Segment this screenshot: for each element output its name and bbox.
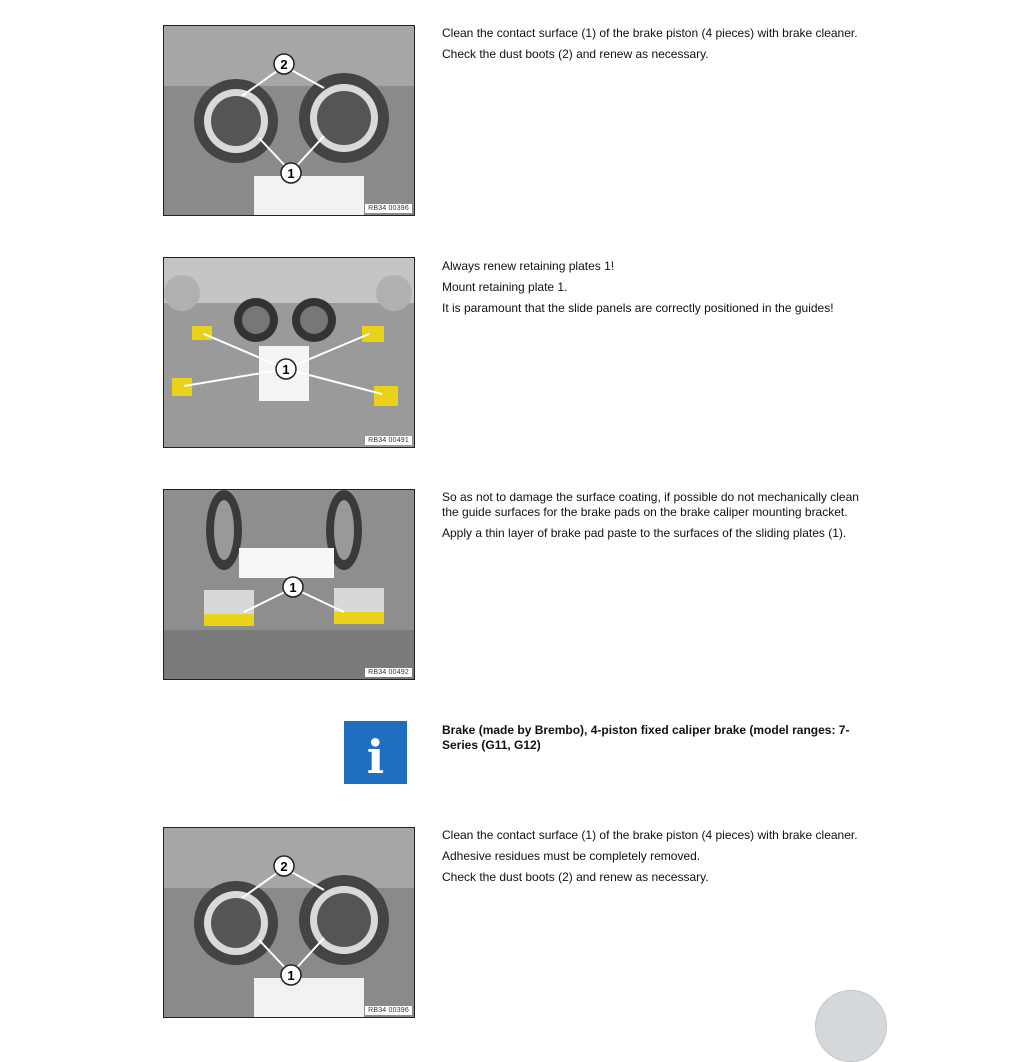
step-1-line-1: Clean the contact surface (1) of the brake piston (4 pieces) with brake cleaner. <box>442 26 858 40</box>
info-icon <box>344 721 407 784</box>
step-2-photo <box>163 257 415 448</box>
step-2-text <box>442 259 862 322</box>
step-1-photo <box>163 25 415 216</box>
step-4-line-1: Clean the contact surface (1) of the brake piston (4 pieces) with brake cleaner. <box>442 828 858 842</box>
piston-photo-illustration <box>164 828 414 1017</box>
image-code: RB34 00491 <box>365 436 412 445</box>
image-code: RB34 00396 <box>365 1006 412 1015</box>
callout-1: 1 <box>287 166 295 181</box>
step-3-photo <box>163 489 415 680</box>
callout-1: 1 <box>282 362 290 377</box>
step-3-line-1: So as not to damage the surface coating, if possible do not mechanically clean the guide surfaces for the brake pads on the brake caliper mounting bracket. <box>442 490 859 519</box>
retaining-plate-photo-illustration <box>164 258 414 447</box>
step-4-text <box>442 828 862 891</box>
info-note-title: Brake (made by Brembo), 4-piston fixed caliper brake (model ranges: 7-Series (G11, G12) <box>442 723 850 752</box>
piston-photo-illustration <box>164 26 414 215</box>
step-4-line-3: Check the dust boots (2) and renew as necessary. <box>442 870 709 884</box>
step-1-line-2: Check the dust boots (2) and renew as necessary. <box>442 47 709 61</box>
step-2-line-2: Mount retaining plate 1. <box>442 280 568 294</box>
step-3-line-2: Apply a thin layer of brake pad paste to the surfaces of the sliding plates (1). <box>442 526 847 540</box>
step-2-line-3: It is paramount that the slide panels are correctly positioned in the guides! <box>442 301 834 315</box>
callout-1: 1 <box>287 968 295 983</box>
step-4-line-2: Adhesive residues must be completely removed. <box>442 849 701 863</box>
step-3-text <box>442 490 862 547</box>
step-4-photo <box>163 827 415 1018</box>
callout-2: 2 <box>280 57 288 72</box>
sliding-plate-photo-illustration <box>164 490 414 679</box>
callout-2: 2 <box>280 859 288 874</box>
step-1-text <box>442 26 862 68</box>
image-code: RB34 00492 <box>365 668 412 677</box>
callout-1: 1 <box>289 580 297 595</box>
image-code: RB34 00396 <box>365 204 412 213</box>
step-2-line-1: Always renew retaining plates 1! <box>442 259 615 273</box>
floating-scroll-button[interactable] <box>815 990 887 1062</box>
info-glyph: i <box>366 730 385 784</box>
